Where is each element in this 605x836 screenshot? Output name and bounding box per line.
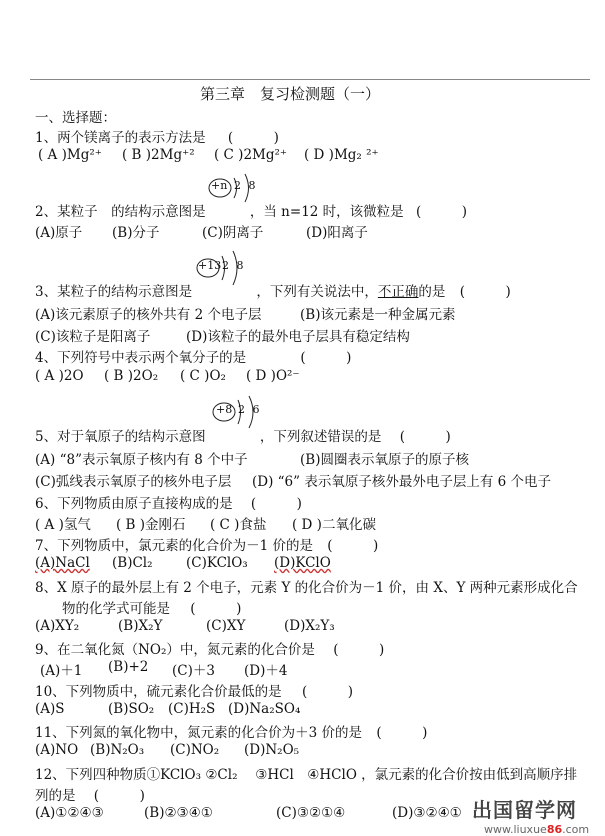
q3-option-c: (C)该粒子是阳离子 [35,329,151,345]
q2-option-a: (A)原子 [35,225,83,241]
nucleus-label: +13 [198,259,222,272]
q5-option-c: (C)弧线表示氧原子的核外电子层 [35,474,232,490]
q5-option-d: (D) “6” 表示氧原子核外最外电子层上有 6 个电子 [252,474,552,490]
q7-option-d-text: (D)KClO [274,555,331,571]
nucleus-label: +n [211,179,228,192]
answer-blank: ( ) [415,204,468,220]
q3-option-a: (A)该元素原子的核外共有 2 个电子层 [35,307,262,323]
q10-option-a: (A)S [35,701,65,717]
question-3 [35,280,511,300]
q12-option-d: (D)③②④① [392,805,462,821]
question-11 [35,721,427,741]
q10-option-d: (D)Na₂SO₄ [228,701,301,717]
q4-option-c: ( C )O₂ [180,368,226,384]
question-12-cont [35,784,145,804]
answer-blank: ( ) [301,684,354,700]
q7-option-a-text: (A)NaCl [35,555,90,571]
q8-option-a: (A)XY₂ [35,618,80,634]
answer-blank: ( ) [376,725,428,741]
question-3-emphasis: 不正确 [377,284,419,300]
watermark-logo [472,794,602,836]
logo-url-num: 86 [546,823,563,836]
logo-text: 出国留学网 [472,798,577,822]
question-9-text: 9、在二氧化氮（NO₂）中，氮元素的化合价是 [35,642,315,658]
q9-option-d: (D)＋4 [244,663,288,679]
q11-option-b: (B)N₂O₃ [90,742,145,758]
q1-option-a: ( A )Mg²⁺ [38,147,102,163]
q5-option-b: (B)圆圈表示氧原子的原子核 [300,452,469,468]
question-4-text: 4、下列符号中表示两个氧分子的是 [35,350,247,366]
answer-blank: ( ) [250,496,302,512]
q3-option-b: (B)该元素是一种金属元素 [300,307,456,323]
q12-option-c: (C)③②①④ [276,805,346,821]
question-10-text: 10、下列物质中，硫元素化合价最低的是 [35,684,282,700]
q10-option-c: (C)H₂S [168,701,216,717]
question-2 [35,200,467,220]
question-6 [35,492,302,512]
q1-option-d: ( D )Mg₂ ²⁺ [304,147,379,163]
question-12-text2: 列的是 [35,788,76,804]
q6-option-d: ( D )二氧化碳 [292,517,376,533]
q11-option-d: (D)N₂O₅ [244,742,300,758]
section-heading: 一、选择题： [35,110,116,126]
question-3-tail: ，下列有关说法中， [256,284,378,300]
answer-blank: ( ) [300,350,352,366]
q9-option-b: (B)+2 [108,659,149,675]
q6-option-b: ( B )金刚石 [116,517,186,533]
q5-option-a: (A) “8”表示氧原子核内有 8 个中子 [35,452,248,468]
question-4 [35,346,351,366]
q7-option-a [35,555,90,571]
question-2-text: 2、某粒子 的结构示意图是 [35,204,206,220]
question-8-cont [62,597,241,617]
question-5-tail: ，下列叙述错误的是 [259,429,382,445]
question-7 [35,534,378,554]
question-2-tail: ，当 n=12 时，该微粒是 [249,204,404,220]
question-9 [35,638,384,658]
question-6-text: 6、下列物质由原子直接构成的是 [35,496,233,512]
answer-blank: ( ) [333,642,385,658]
q2-option-c: (C)阴离子 [202,225,264,241]
answer-blank: ( ) [459,284,511,300]
logo-url [484,823,602,836]
shell-label: 2 8 [234,179,258,192]
q11-option-c: (C)NO₂ [170,742,220,758]
header-rule [30,79,590,80]
logo-url-post: .com [562,823,590,836]
q4-option-b: ( B )2O₂ [104,368,159,384]
q6-option-c: ( C )食盐 [210,517,267,533]
question-3-text: 3、某粒子的结构示意图是 [35,284,193,300]
nucleus-label: +8 [216,403,233,416]
shell-label: 2 6 [238,403,262,416]
q4-option-a: ( A )2O [35,368,84,384]
question-7-text: 7、下列物质中，氯元素的化合价为－1 价的是 [35,538,313,554]
q7-option-b: (B)Cl₂ [112,555,153,571]
q8-option-b: (B)X₂Y [118,618,163,634]
answer-blank: ( ) [327,538,379,554]
q8-option-d: (D)X₂Y₃ [284,618,335,634]
q9-option-a: (A)＋1 [40,663,83,679]
question-11-text: 11、下列氮的氧化物中，氮元素的化合价为＋3 价的是 [35,725,363,741]
q4-option-d: ( D )O²⁻ [246,368,300,384]
answer-blank: ( ) [93,788,145,804]
question-5 [35,425,451,445]
q7-option-d [274,555,331,571]
question-12: 12、下列四种物质①KClO₃ ②Cl₂ ③HCl ④HClO ，氯元素的化合价按由低到高顺序排 [35,767,578,783]
question-8-text2: 物的化学式可能是 [62,601,170,617]
question-10 [35,680,353,700]
answer-blank: ( ) [227,130,279,146]
question-1 [35,126,279,146]
q2-option-b: (B)分子 [112,225,160,241]
q2-option-d: (D)阳离子 [306,225,368,241]
question-8: 8、X 原子的最外层上有 2 个电子，元素 Y 的化合价为－1 价，由 X、Y 两种元素形成化合 [35,580,578,596]
logo-url-pre: www.liuxue [484,823,547,836]
page-title: 第三章 复习检测题（一） [200,85,381,103]
q12-option-b: (B)②③④① [144,805,213,821]
answer-blank: ( ) [399,429,451,445]
q1-option-c: ( C )2Mg²⁺ [214,147,288,163]
q12-option-a: (A)①②④③ [35,805,104,821]
q9-option-c: (C)＋3 [172,663,215,679]
q11-option-a: (A)NO [35,742,79,758]
q3-option-d: (D)该粒子的最外电子层具有稳定结构 [186,329,410,345]
shell-label: 2 8 [222,259,246,272]
q6-option-a: ( A )氢气 [35,517,91,533]
q8-option-c: (C)XY [206,618,246,634]
q10-option-b: (B)SO₂ [108,701,155,717]
answer-blank: ( ) [190,601,242,617]
q7-option-c: (C)KClO₃ [186,555,248,571]
q1-option-b: ( B )2Mg⁺² [122,147,195,163]
question-3-tail-end: 的是 [418,284,446,300]
question-1-text: 1、两个镁离子的表示方法是 [35,130,206,146]
question-5-text: 5、对于氧原子的结构示意图 [35,429,206,445]
